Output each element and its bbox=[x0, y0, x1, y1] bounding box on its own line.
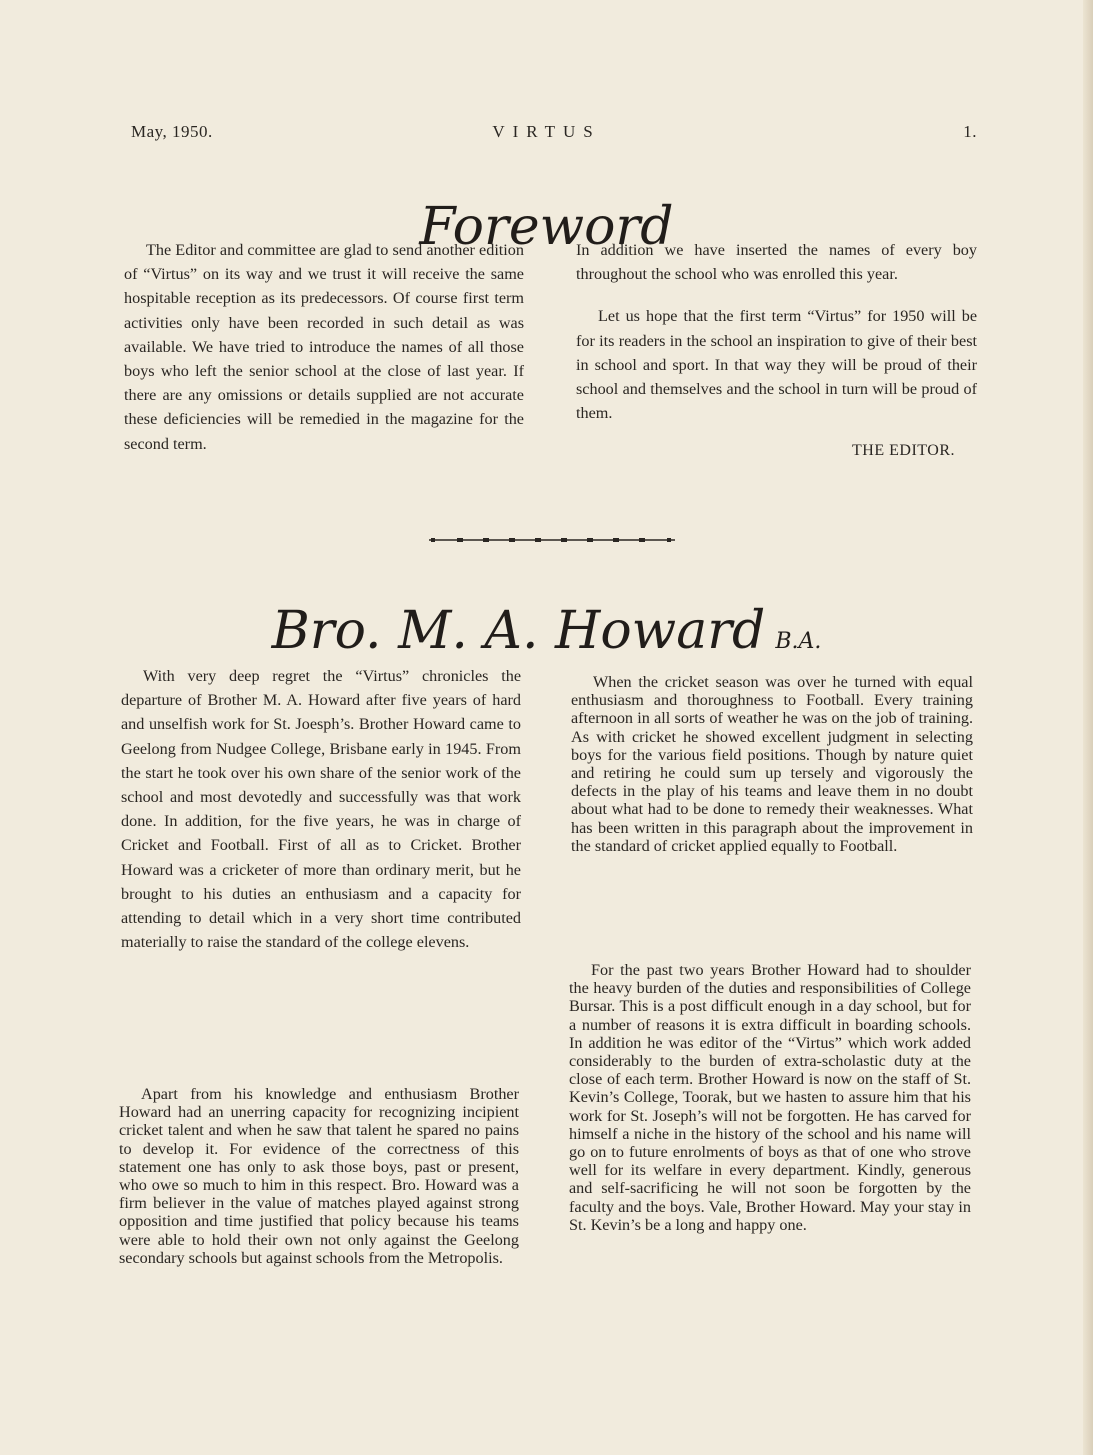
foreword-paragraph-3: Let us hope that the first term “Virtus” for 1950 will be for its readers in the school an inspiration to give of their best in school and sport. In that way they will be proud of their school and themselves and the school in turn will be proud of them. bbox=[576, 307, 977, 423]
article-left-column-bottom bbox=[119, 1085, 519, 1267]
section-divider bbox=[427, 536, 677, 544]
foreword-right-column bbox=[576, 238, 977, 464]
article-heading bbox=[0, 601, 1093, 661]
magazine-title: VIRTUS bbox=[492, 122, 601, 141]
issue-date: May, 1950. bbox=[131, 122, 213, 141]
foreword-paragraph-2: In addition we have inserted the names of every boy throughout the school who was enrolled this year. bbox=[576, 241, 977, 284]
running-head bbox=[0, 122, 1093, 148]
article-paragraph-4: For the past two years Brother Howard had to shoulder the heavy burden of the duties and responsibilities of College Bursar. This is a post difficult enough in a day school, but for a number of reasons it is extra difficult in boarding schools. In addition he was editor of the “Virtus” which work added considerably to the burden of extra-scholastic duty at the close of each term. Brother Howard is now on the staff of St. Kevin’s College, Toorak, but we hasten to assure him that his work for St. Joseph’s will not be forgotten. He has carved for himself a niche in the history of the school and his name will go on to future enrolments of boys as that of one who strove well for its welfare in every department. Kindly, generous and self-sacrificing he will not soon be forgotten by the faculty and the boys. Vale, Brother Howard. May your stay in St. Kevin’s be a long and happy one. bbox=[569, 961, 971, 1234]
article-heading-text: Bro. M. A. Howard bbox=[271, 600, 766, 661]
article-paragraph-2: Apart from his knowledge and enthusiasm Brother Howard had an unerring capacity for recognizing incipient cricket talent and when he saw that talent he spared no pains to develop it. For evidence of the correctness of this statement one has only to ask those boys, past or present, who owe so much to him in this respect. Bro. Howard was a firm believer in the value of matches played against strong opposition and time justified that policy because his teams were able to hold their own not only against the Geelong secondary schools but against schools from the Metropolis. bbox=[119, 1085, 519, 1267]
article-paragraph-3: When the cricket season was over he turned with equal enthusiasm and thoroughness to Football. Every training afternoon in all sorts of weather he was on the job of training. As with cricket he showed excellent judgment in selecting boys for the various field positions. Though by nature quiet and retiring he could sum up tersely and vigorously the defects in the play of his teams and leave them in no doubt about what had to be done to remedy their weaknesses. What has been written in this paragraph about the improvement in the standard of cricket applied equally to Football. bbox=[571, 673, 973, 855]
article-right-column-bottom bbox=[569, 961, 971, 1234]
editor-signature: THE EDITOR. bbox=[852, 442, 955, 460]
page-number: 1. bbox=[963, 122, 977, 141]
article-left-column-top bbox=[121, 664, 521, 954]
foreword-left-column bbox=[124, 238, 524, 456]
article-paragraph-1: With very deep regret the “Virtus” chronicles the departure of Brother M. A. Howard after five years of hard and unselfish work for St. Joesph’s. Brother Howard came to Geelong from Nudgee College, Brisbane early in 1945. From the start he took over his own share of the senior work of the school and most devotedly and successfully was that work done. In addition, for the five years, he was in charge of Cricket and Football. First of all as to Cricket. Brother Howard was a cricketer of more than ordinary merit, but he brought to his duties an enthusiasm and a capacity for attending to detail which in a very short time contributed materially to raise the standard of the college elevens. bbox=[121, 667, 521, 952]
article-right-column-top bbox=[571, 673, 973, 855]
foreword-paragraph-1: The Editor and committee are glad to send another edition of “Virtus” on its way and we trust it will receive the same hospitable reception as its predecessors. Of course first term activities only have been recorded in such detail as was available. We have tried to introduce the names of all those boys who left the senior school at the close of last year. If there are any omissions or details supplied are not accurate these deficiencies will be remedied in the magazine for the second term. bbox=[124, 241, 524, 453]
foreword-heading-text: Foreword bbox=[419, 196, 674, 257]
article-degree: B.A. bbox=[775, 628, 822, 654]
